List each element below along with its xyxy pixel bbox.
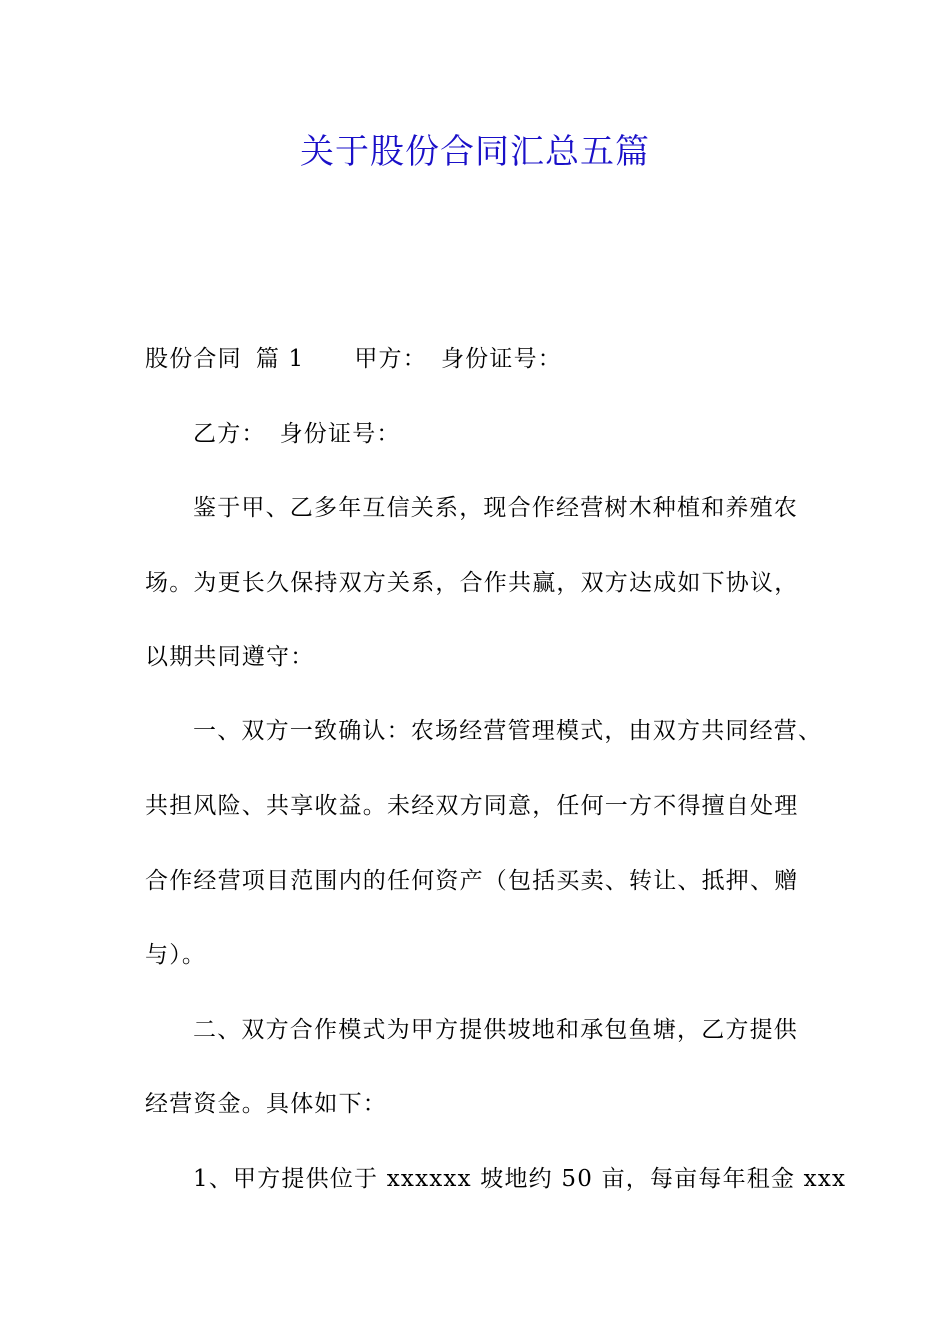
- section-label: 股份合同: [145, 346, 242, 372]
- party-b-id-label: 身份证号：: [279, 421, 401, 447]
- paragraph-line: 二、双方合作模式为甲方提供坡地和承包鱼塘，乙方提供: [193, 1017, 798, 1043]
- party-a-label: 甲方：: [354, 346, 427, 372]
- document-title: 关于股份合同汇总五篇: [300, 132, 650, 172]
- paragraph-line: 共担风险、共享收益。未经双方同意，任何一方不得擅自处理: [145, 793, 799, 819]
- paragraph-line: 场。为更长久保持双方关系，合作共赢，双方达成如下协议，: [145, 570, 799, 596]
- paragraph-line: 鉴于甲、乙多年互信关系，现合作经营树木种植和养殖农: [193, 495, 798, 521]
- paragraph-line: 合作经营项目范围内的任何资产（包括买卖、转让、抵押、赠: [145, 868, 799, 894]
- paragraph-line: 1、甲方提供位于 xxxxxx 坡地约 50 亩，每亩每年租金 xxx: [193, 1166, 847, 1192]
- paragraph-line: 一、双方一致确认：农场经营管理模式，由双方共同经营、: [193, 718, 823, 744]
- paragraph-line: 经营资金。具体如下：: [145, 1091, 387, 1117]
- party-b-label: 乙方：: [193, 421, 266, 447]
- paragraph-line: 与）。: [145, 942, 207, 968]
- article-label: 篇 1: [255, 346, 305, 372]
- contract-header-line: [145, 343, 562, 375]
- party-a-id-label: 身份证号：: [440, 346, 562, 372]
- paragraph-line: 以期共同遵守：: [145, 644, 315, 670]
- party-b-line: [193, 418, 401, 450]
